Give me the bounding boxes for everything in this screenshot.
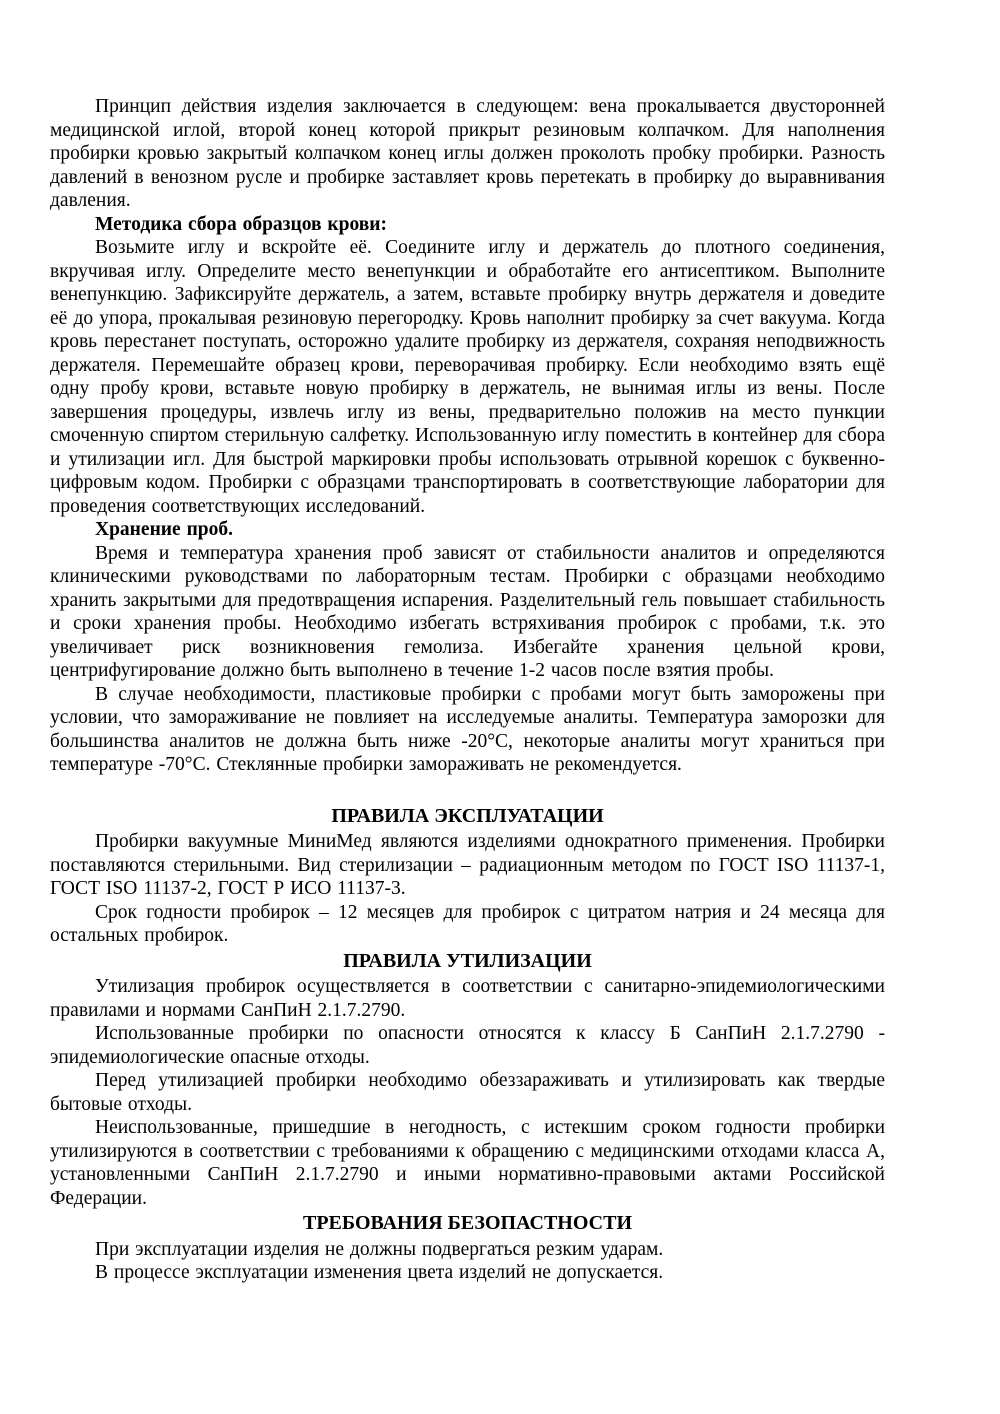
paragraph-freezing: В случае необходимости, пластиковые пробирки с пробами могут быть заморожены при условии, что замораживание не повлияет на исследуемые аналиты. Температура заморозки для большинства аналитов не должна быть ниже -20°С, некоторые аналиты могут храниться при температуре -70°С. Стеклянные пробирки замораживать не рекомендуется. <box>50 683 885 775</box>
section-heading-sample-storage: Хранение проб. <box>95 519 234 540</box>
paragraph-sterilization: Пробирки вакуумные МиниМед являются изделиями однократного применения. Пробирки поставляются стерильными. Вид стерилизации – радиационным методом по ГОСТ ISO 11137-1, ГОСТ ISO 11137-2, ГОСТ Р ИСО 11137-3. <box>50 831 885 899</box>
paragraph-collection-method: Возьмите иглу и вскройте её. Соедините иглу и держатель до плотного соединения, вкручивая иглу. Определите место венепункции и обработайте его антисептиком. Выполните венепункцию. Зафиксируйте держатель, а затем, вставьте пробирку внутрь держателя и доведите её до упора, прокалывая резиновую перегородку. Кровь наполнит пробирку за счет вакуума. Когда кровь перестанет поступать, осторожно удалите пробирку из держателя, сохраняя неподвижность держателя. Перемешайте образец крови, переворачивая пробирку. Если необходимо взять ещё одну пробу крови, вставьте новую пробирку в держатель, не вынимая иглы из вены. После завершения процедуры, извлечь иглу из вены, предварительно положив на место пункции смоченную спиртом стерильную салфетку. Использованную иглу поместить в контейнер для сбора и утилизации игл. Для быстрой маркировки пробы использовать отрывной корешок с буквенно-цифровым кодом. Пробирки с образцами транспортировать в соответствующие лаборатории для проведения соответствующих исследований. <box>50 237 885 517</box>
section-heading-operation-rules: ПРАВИЛА ЭКСПЛУАТАЦИИ <box>331 804 604 827</box>
paragraph-decontamination: Перед утилизацией пробирки необходимо обеззараживать и утилизировать как твердые бытовые отходы. <box>50 1070 885 1115</box>
paragraph-no-impacts: При эксплуатации изделия не должны подвергаться резким ударам. <box>95 1238 664 1260</box>
paragraph-principle: Принцип действия изделия заключается в следующем: вена прокалывается двусторонней медицинской иглой, второй конец которой прикрыт резиновым колпачком. Для наполнения пробирки кровью закрытый колпачком конец иглы должен проколоть пробку пробирки. Разность давлений в венозном русле и пробирке заставляет кровь перетекать в пробирку до выравнивания давления. <box>50 96 885 211</box>
paragraph-used-tubes-class: Использованные пробирки по опасности относятся к классу Б СанПиН 2.1.7.2790 - эпидемиологические опасные отходы. <box>50 1023 885 1068</box>
section-heading-blood-collection: Методика сбора образцов крови: <box>95 213 388 235</box>
paragraph-disposal-sanpin: Утилизация пробирок осуществляется в соответствии с санитарно-эпидемиологическими правилами и нормами СанПиН 2.1.7.2790. <box>50 976 885 1021</box>
paragraph-storage-conditions: Время и температура хранения проб зависят от стабильности аналитов и определяются клиническими руководствами по лабораторным тестам. Пробирки с образцами необходимо хранить закрытыми для предотвращения испарения. Разделительный гель повышает стабильность и сроки хранения пробы. Необходимо избегать встряхивания пробирок с пробами, т.к. это увеличивает риск возникновения гемолиза. Избегайте хранения цельной крови, центрифугирование должно быть выполнено в течение 1-2 часов после взятия пробы. <box>50 542 885 681</box>
section-heading-disposal-rules: ПРАВИЛА УТИЛИЗАЦИИ <box>343 949 592 972</box>
paragraph-unused-tubes: Неиспользованные, пришедшие в негодность, с истекшим сроком годности пробирки утилизируются в соответствии с требованиями к обращению с медицинскими отходами класса А, установленными СанПиН 2.1.7.2790 и иными нормативно-правовыми актами Российской Федерации. <box>50 1117 885 1209</box>
paragraph-shelf-life: Срок годности пробирок – 12 месяцев для пробирок с цитратом натрия и 24 месяца для остальных пробирок. <box>50 901 885 946</box>
paragraph-no-color-change: В процессе эксплуатации изменения цвета изделий не допускается. <box>95 1262 664 1283</box>
section-heading-safety-requirements: ТРЕБОВАНИЯ БЕЗОПАСТНОСТИ <box>302 1212 633 1234</box>
